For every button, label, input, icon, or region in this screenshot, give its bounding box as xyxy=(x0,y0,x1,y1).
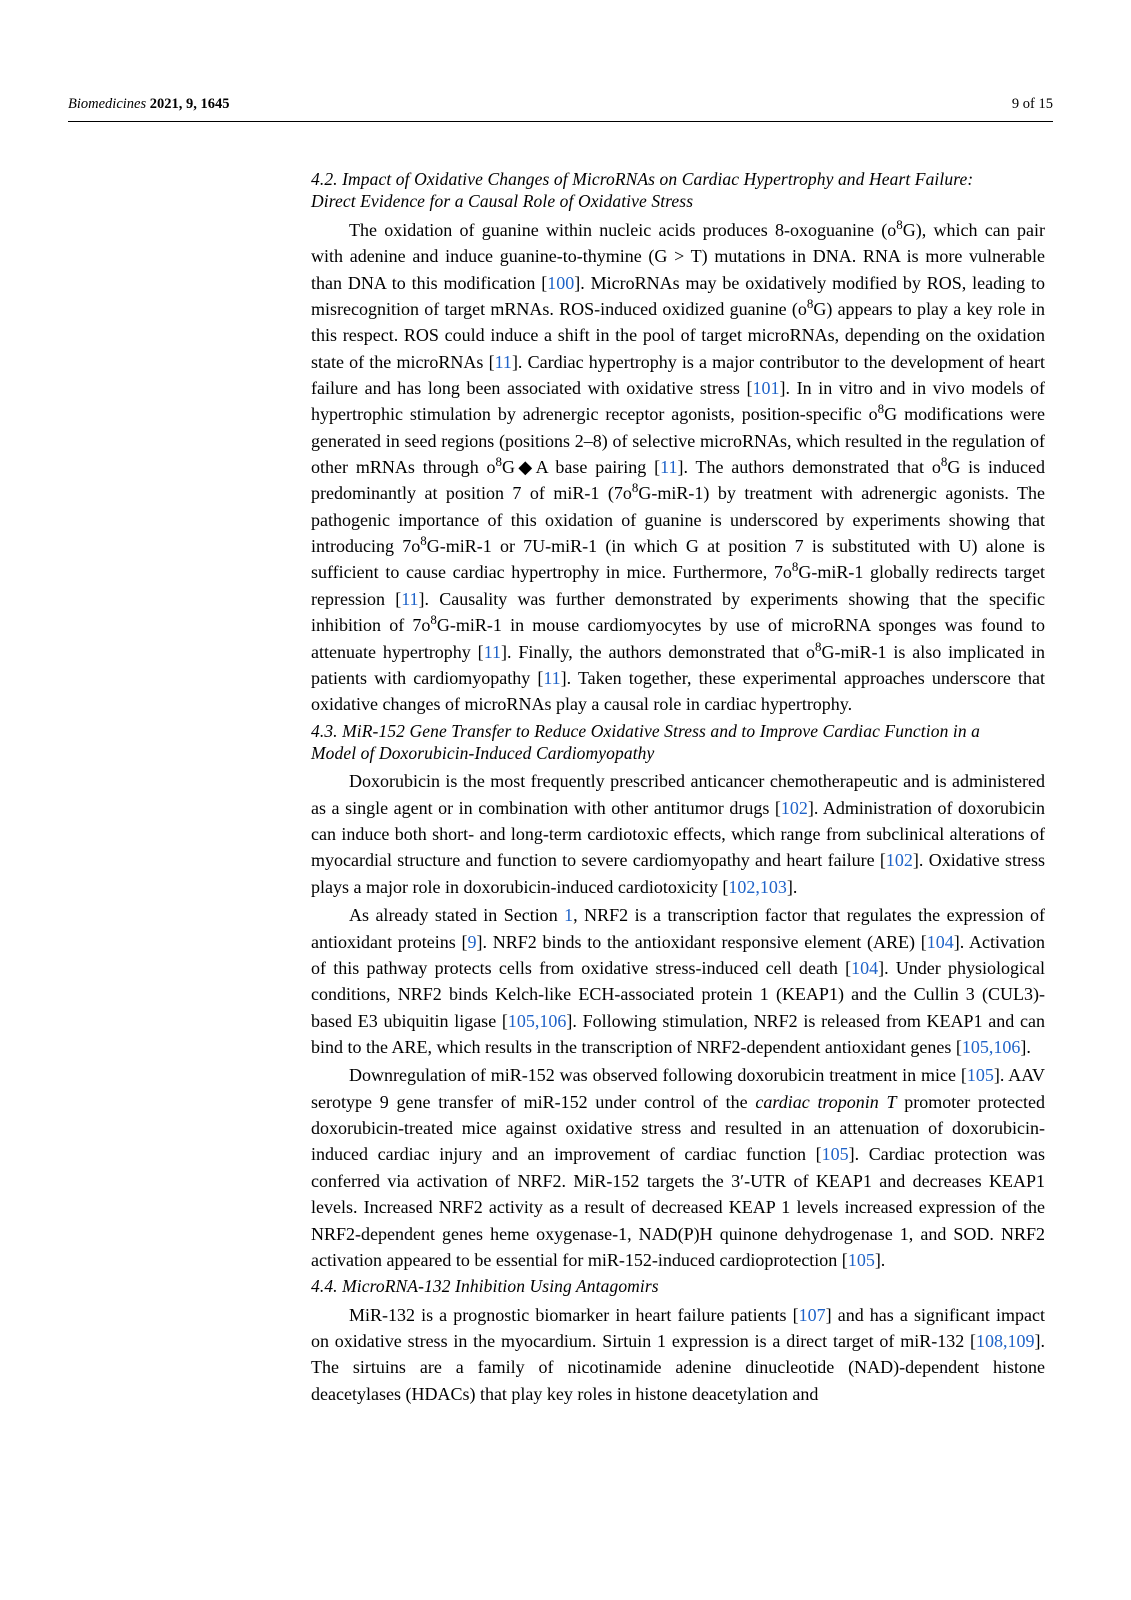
citation-11[interactable]: 11 xyxy=(401,588,419,609)
paragraph-4-3-2 xyxy=(311,902,1045,1060)
text-run: G modifications were generated in seed regions (positions 2–8) of selective microRNAs, which resulted in the regulation of other mRNAs through o xyxy=(311,404,1045,478)
superscript: 8 xyxy=(420,533,427,549)
text-run: G-miR-1 in mouse cardiomyocytes by use of microRNA sponges was found to attenuate hypertrophy [ xyxy=(311,615,1046,662)
text-run: G-miR-1 is also implicated in patients with cardiomyopathy [ xyxy=(311,641,1045,688)
journal-name: Biomedicines xyxy=(68,96,147,112)
superscript: 8 xyxy=(430,612,437,628)
text-run: G-miR-1 globally redirects target repression [ xyxy=(311,562,1045,609)
text-run: ]. Oxidative stress plays a major role in doxorubicin-induced cardiotoxicity [ xyxy=(311,850,1045,897)
text-run: ]. Causality was further demonstrated by experiments showing that the specific inhibition of 7o xyxy=(311,588,1045,636)
text-run: G◆A base pairing [ xyxy=(502,457,661,478)
citation-102[interactable]: 102 xyxy=(780,797,808,818)
superscript: 8 xyxy=(495,454,503,470)
superscript: 8 xyxy=(806,295,814,311)
text-run: ]. Cardiac hypertrophy is a major contributor to the development of heart failure and has long been associated with oxidative stress [ xyxy=(311,351,1045,398)
section-heading-4-3 xyxy=(311,720,1045,765)
text-run: ]. xyxy=(786,876,798,897)
citation-11[interactable]: 11 xyxy=(543,667,561,688)
text-run: ] and has a significant impact on oxidative stress in the myocardium. Sirtuin 1 expression is a direct target of miR-132 [ xyxy=(311,1304,1045,1351)
citation-100[interactable]: 100 xyxy=(547,272,575,293)
text-run: ]. xyxy=(874,1249,886,1270)
text-run: ]. NRF2 binds to the antioxidant responsive element (ARE) [ xyxy=(476,931,927,952)
citation-105[interactable]: 105 xyxy=(966,1065,994,1086)
citation-11[interactable]: 11 xyxy=(660,457,678,478)
text-run: G-miR-1 or 7U-miR-1 (in which G at position 7 is substituted with U) alone is sufficient to cause cardiac hypertrophy in mice. Furthermore, 7o xyxy=(311,536,1045,583)
text-run: ]. MicroRNAs may be oxidatively modified by ROS, leading to misrecognition of target mRNAs. ROS-induced oxidized guanine (o xyxy=(311,272,1045,319)
superscript: 8 xyxy=(877,401,885,417)
citation-101[interactable]: 101 xyxy=(752,377,780,398)
text-run: MiR-132 is a prognostic biomarker in heart failure patients [ xyxy=(349,1304,799,1325)
citation-108-109[interactable]: 108,109 xyxy=(976,1330,1035,1351)
citation-102-103[interactable]: 102,103 xyxy=(728,876,787,897)
text-run: G) appears to play a key role in this respect. ROS could induce a shift in the pool of target microRNAs, depending on the oxidation state of the microRNAs [ xyxy=(311,298,1045,372)
paragraph-4-3-3 xyxy=(311,1062,1045,1273)
text-run: ]. The sirtuins are a family of nicotinamide adenine dinucleotide (NAD)-dependent histone deacetylases (HDACs) that play key roles in histone deacetylation and xyxy=(311,1330,1045,1404)
section-heading-4-4 xyxy=(311,1275,1045,1297)
citation-105[interactable]: 105 xyxy=(821,1144,849,1165)
text-run: Doxorubicin is the most frequently prescribed anticancer chemotherapeutic and is administered as a single agent or in combination with other antitumor drugs [ xyxy=(311,771,1045,818)
section-heading-4-2 xyxy=(311,168,1045,213)
text-run: ]. AAV serotype 9 gene transfer of miR-152 under control of the xyxy=(311,1065,1045,1112)
journal-issue: 2021, 9, 1645 xyxy=(149,96,230,112)
section-link-1[interactable]: 1 xyxy=(564,905,574,926)
superscript: 8 xyxy=(940,454,948,470)
paragraph-4-2-1 xyxy=(311,217,1045,718)
text-run: ]. Taken together, these experimental approaches underscore that oxidative changes of microRNAs play a causal role in cardiac hypertrophy. xyxy=(311,667,1045,715)
superscript: 8 xyxy=(896,216,903,232)
text-run: Downregulation of miR-152 was observed following doxorubicin treatment in mice [ xyxy=(349,1065,967,1086)
citation-105[interactable]: 105 xyxy=(847,1249,875,1270)
superscript: 8 xyxy=(791,559,799,575)
page-number: 9 of 15 xyxy=(1011,96,1053,112)
paragraph-4-3-1 xyxy=(311,768,1045,900)
paragraph-4-4-1 xyxy=(311,1302,1045,1407)
text-run: As already stated in Section xyxy=(349,905,565,926)
citation-105-106[interactable]: 105,106 xyxy=(507,1010,567,1031)
text-run: promoter protected doxorubicin-treated mice against oxidative stress and resulted in an attenuation of doxorubicin-induced cardiac injury and an improvement of cardiac function [ xyxy=(311,1091,1045,1165)
page-header xyxy=(68,96,1053,122)
citation-9[interactable]: 9 xyxy=(467,931,477,952)
text-run: ]. xyxy=(1020,1036,1031,1057)
section-heading-4-2-line1: 4.2. Impact of Oxidative Changes of MicroRNAs on Cardiac Hypertrophy and Heart Failure: xyxy=(311,169,974,189)
text-run: G), which can pair with adenine and induce guanine-to-thymine (G > T) mutations in DNA. RNA is more vulnerable than DNA to this modification [ xyxy=(311,219,1045,293)
gene-name-italic: cardiac troponin T xyxy=(755,1091,897,1112)
superscript: 8 xyxy=(631,480,639,496)
citation-105-106[interactable]: 105,106 xyxy=(961,1036,1021,1057)
citation-11[interactable]: 11 xyxy=(483,641,502,662)
section-heading-4-3-line2: Model of Doxorubicin-Induced Cardiomyopathy xyxy=(311,743,655,763)
article-content xyxy=(68,168,1053,1407)
citation-102[interactable]: 102 xyxy=(885,850,913,871)
text-run: ]. Finally, the authors demonstrated that o xyxy=(501,641,816,662)
citation-107[interactable]: 107 xyxy=(798,1304,826,1325)
text-run: ]. Administration of doxorubicin can induce both short- and long-term cardiotoxic effects, which range from subclinical alterations of myocardial structure and function to severe cardiomyopathy and heart failure [ xyxy=(311,797,1045,871)
text-run: The oxidation of guanine within nucleic acids produces 8-oxoguanine (o xyxy=(349,219,897,240)
section-heading-4-2-line2: Direct Evidence for a Causal Role of Oxidative Stress xyxy=(311,191,694,212)
superscript: 8 xyxy=(815,638,822,654)
text-run: ]. In in vitro and in vivo models of hypertrophic stimulation by adrenergic receptor agonists, position-specific o xyxy=(311,377,1045,425)
citation-104[interactable]: 104 xyxy=(926,931,954,952)
text-run: ]. The authors demonstrated that o xyxy=(677,457,941,478)
text-run: G-miR-1) by treatment with adrenergic agonists. The pathogenic importance of this oxidation of guanine is underscored by experiments showing that introducing 7o xyxy=(311,483,1045,557)
text-run: G is induced predominantly at position 7 of miR-1 (7o xyxy=(311,457,1046,504)
citation-11[interactable]: 11 xyxy=(494,351,512,372)
citation-104[interactable]: 104 xyxy=(851,957,879,978)
text-run: ]. Following stimulation, NRF2 is released from KEAP1 and can bind to the ARE, which results in the transcription of NRF2-dependent antioxidant genes [ xyxy=(311,1010,1045,1057)
header-journal-info xyxy=(68,96,230,113)
text-run: , NRF2 is a transcription factor that regulates the expression of antioxidant proteins [ xyxy=(311,905,1045,952)
section-heading-4-4-line1: 4.4. MicroRNA-132 Inhibition Using Antagomirs xyxy=(311,1276,659,1297)
text-run: ]. Cardiac protection was conferred via activation of NRF2. MiR-152 targets the 3′-UTR of KEAP1 and decreases KEAP1 levels. Increased NRF2 activity as a result of decreased KEAP 1 levels increased expression of the NRF2-dependent genes heme oxygenase-1, NAD(P)H quinone dehydrogenase 1, and SOD. NRF2 activation appeared to be essential for miR-152-induced cardioprotection [ xyxy=(311,1144,1045,1270)
section-heading-4-3-line1: 4.3. MiR-152 Gene Transfer to Reduce Oxidative Stress and to Improve Cardiac Function in a xyxy=(311,720,981,741)
text-run: ]. Activation of this pathway protects cells from oxidative stress-induced cell death [ xyxy=(311,931,1046,978)
text-run: ]. Under physiological conditions, NRF2 binds Kelch-like ECH-associated protein 1 (KEAP1) and the Cullin 3 (CUL3)-based E3 ubiquitin ligase [ xyxy=(311,957,1046,1031)
